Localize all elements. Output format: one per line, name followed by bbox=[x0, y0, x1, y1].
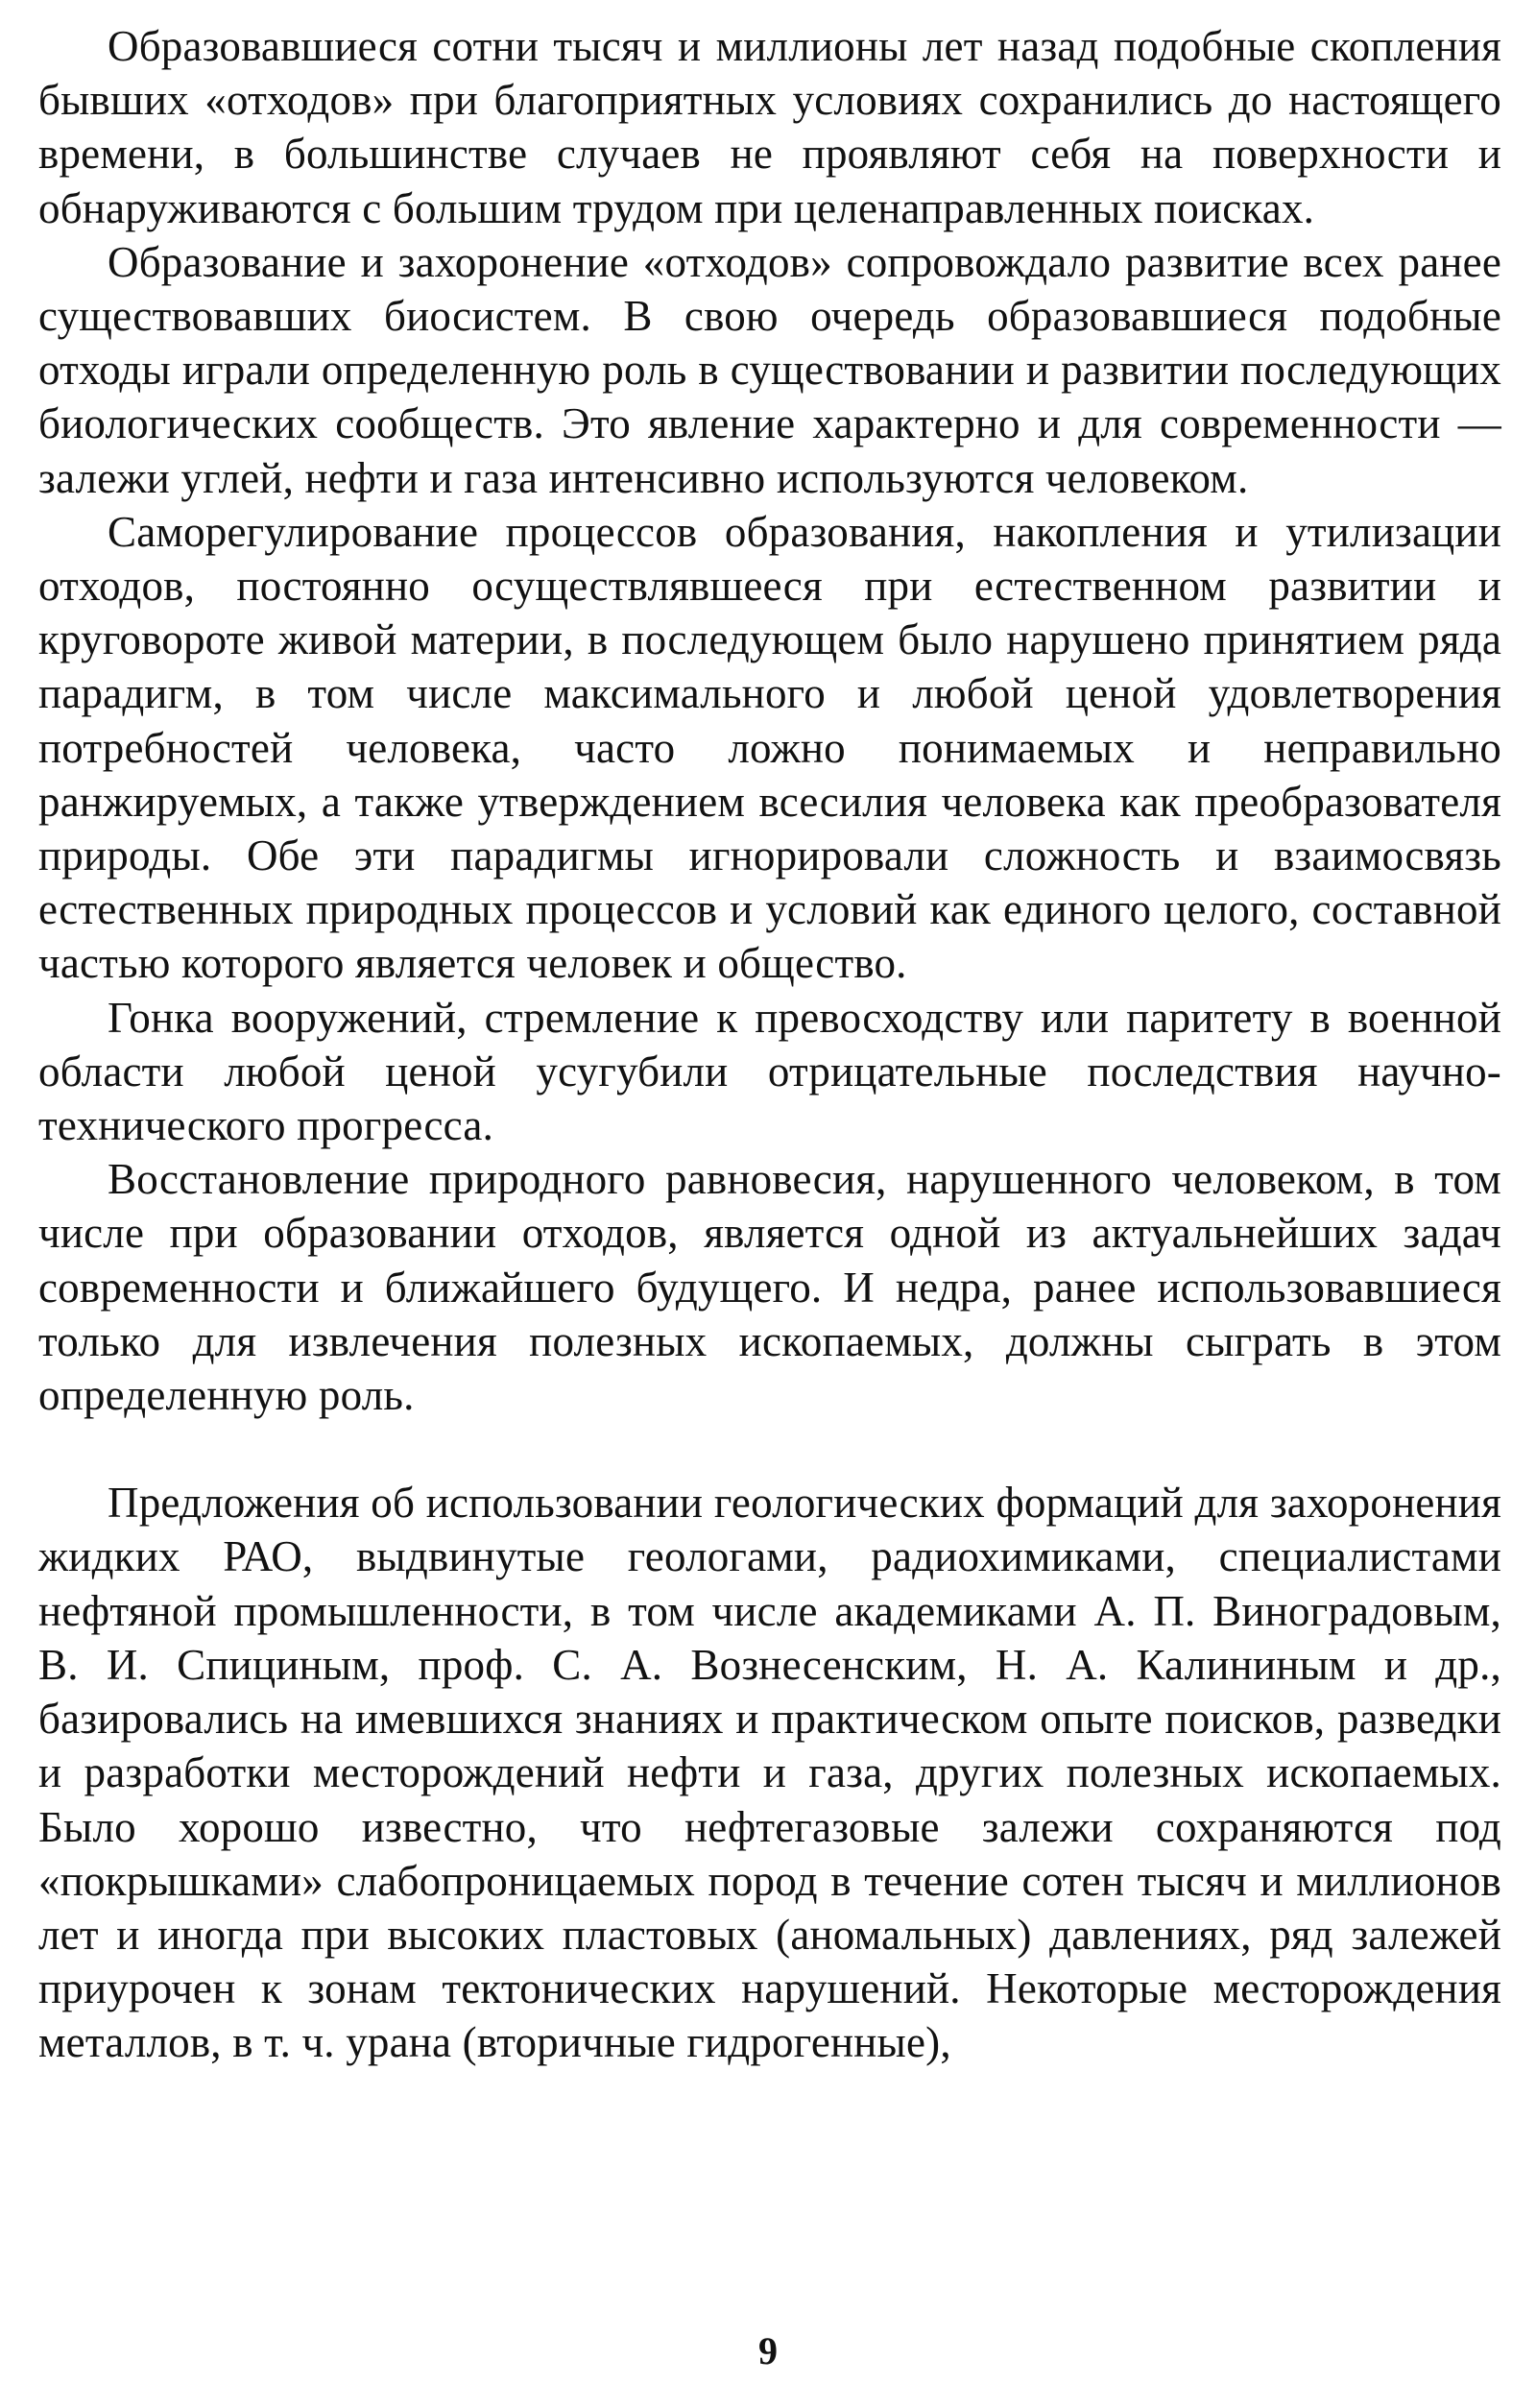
paragraph-2: Образование и захоронение «отходов» сопровождало развитие всех ранее существовавших биосистем. В свою очередь образовавшиеся подобные отходы играли определенную роль в существовании и развитии последующих биологических сообществ. Это явление характерно и для современности — залежи углей, нефти и газа интенсивно используются человеком. bbox=[38, 237, 1501, 502]
page-number: 9 bbox=[758, 2329, 778, 2372]
paragraph-1: Образовавшиеся сотни тысяч и миллионы лет назад подобные скопления бывших «отходов» при благоприятных условиях сохранились до настоящего времени, в большинстве случаев не проявляют себя на поверхности и обнаруживаются с большим трудом при целенаправленных поисках. bbox=[38, 22, 1501, 232]
document-page bbox=[38, 19, 1501, 2070]
paragraph-4: Гонка вооружений, стремление к превосходству или паритету в военной области любой ценой усугубили отрицательные последствия научно-технического прогресса. bbox=[38, 993, 1501, 1150]
paragraph-6: Предложения об использовании геологических формаций для захоронения жидких РАО, выдвинутые геологами, радиохимиками, специалистами нефтяной промышленности, в том числе академиками А. П. Виноградовым, В. И. Спициным, проф. С. А. Вознесенским, Н. А. Калининым и др., базировались на имевшихся знаниях и практическом опыте поисков, разведки и разработки месторождений нефти и газа, других полезных ископаемых. Было хорошо известно, что нефтегазовые залежи сохраняются под «покрышками» слабопроницаемых пород в течение сотен тысяч и миллионов лет и иногда при высоких пластовых (аномальных) давлениях, ряд залежей приурочен к зонам тектонических нарушений. Некоторые месторождения металлов, в т. ч. урана (вторичные гидрогенные), bbox=[38, 1479, 1501, 2067]
paragraph-3: Саморегулирование процессов образования, накопления и утилизации отходов, постоянно осуществлявшееся при естественном развитии и круговороте живой материи, в последующем было нарушено принятием ряда парадигм, в том числе максимального и любой ценой удовлетворения потребностей человека, часто ложно понимаемых и неправильно ранжируемых, а также утверждением всесилия человека как преобразователя природы. Обе эти парадигмы игнорировали сложность и взаимосвязь естественных природных процессов и условий как единого целого, составной частью которого является человек и общество. bbox=[38, 507, 1501, 988]
paragraph-5: Восстановление природного равновесия, нарушенного человеком, в том числе при образовании отходов, является одной из актуальнейших задач современности и ближайшего будущего. И недра, ранее использовавшиеся только для извлечения полезных ископаемых, должны сыграть в этом определенную роль. bbox=[38, 1155, 1501, 1420]
